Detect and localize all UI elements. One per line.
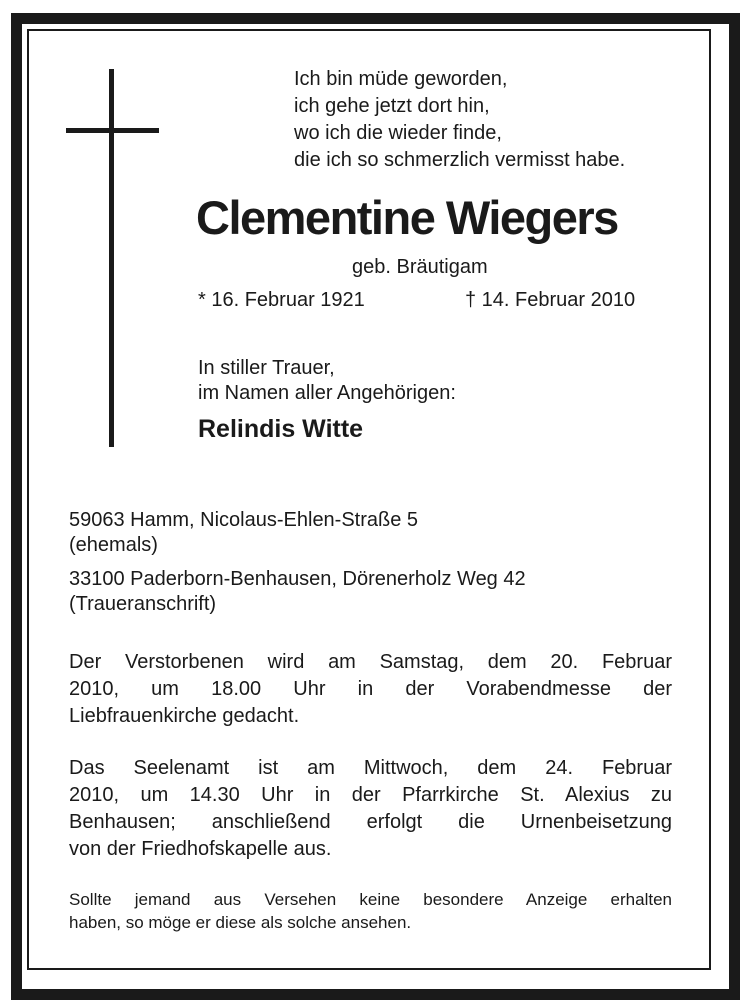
maiden-name: geb. Bräutigam xyxy=(352,256,488,278)
mourner-name: Relindis Witte xyxy=(198,415,364,443)
poem xyxy=(294,66,625,174)
mourning-line: im Namen aller Angehörigen: xyxy=(198,382,456,404)
death-date: † 14. Februar 2010 xyxy=(465,289,636,311)
notice-line: Sollte jemand aus Versehen keine besondere Anzeige erhalten xyxy=(69,890,672,909)
paragraph-line: von der Friedhofskapelle aus. xyxy=(69,838,332,860)
poem-line: Ich bin müde geworden, xyxy=(294,68,508,90)
poem-line: die ich so schmerzlich vermisst habe. xyxy=(294,149,626,171)
notice-text xyxy=(69,888,672,934)
paragraph-line: 2010, um 14.30 Uhr in der Pfarrkirche St. Alexius zu xyxy=(69,784,672,806)
requiem-paragraph xyxy=(69,755,672,863)
poem-line: wo ich die wieder finde, xyxy=(294,122,502,144)
memorial-paragraph xyxy=(69,649,672,730)
address-note: (Traueranschrift) xyxy=(69,593,217,615)
address-line: 33100 Paderborn-Benhausen, Dörenerholz Weg 42 xyxy=(69,568,526,590)
cross-icon-horizontal xyxy=(66,128,159,133)
paragraph-line: Liebfrauenkirche gedacht. xyxy=(69,705,300,727)
poem-line: ich gehe jetzt dort hin, xyxy=(294,95,490,117)
paragraph-line: Der Verstorbenen wird am Samstag, dem 20. Februar xyxy=(69,651,672,673)
paragraph-line: Das Seelenamt ist am Mittwoch, dem 24. Februar xyxy=(69,757,672,779)
deceased-name: Clementine Wiegers xyxy=(196,191,618,244)
paragraph-line: Benhausen; anschließend erfolgt die Urnenbeisetzung xyxy=(69,811,672,833)
address-line: 59063 Hamm, Nicolaus-Ehlen-Straße 5 xyxy=(69,509,419,531)
mourning-text xyxy=(198,356,456,406)
address-note: (ehemals) xyxy=(69,534,158,556)
birth-date: * 16. Februar 1921 xyxy=(198,289,365,311)
mourning-line: In stiller Trauer, xyxy=(198,357,335,379)
address-mourning xyxy=(69,567,526,617)
cross-icon-vertical xyxy=(109,69,114,447)
notice-line: haben, so möge er diese als solche ansehen. xyxy=(69,913,412,932)
address-former xyxy=(69,508,418,558)
paragraph-line: 2010, um 18.00 Uhr in der Vorabendmesse der xyxy=(69,678,672,700)
